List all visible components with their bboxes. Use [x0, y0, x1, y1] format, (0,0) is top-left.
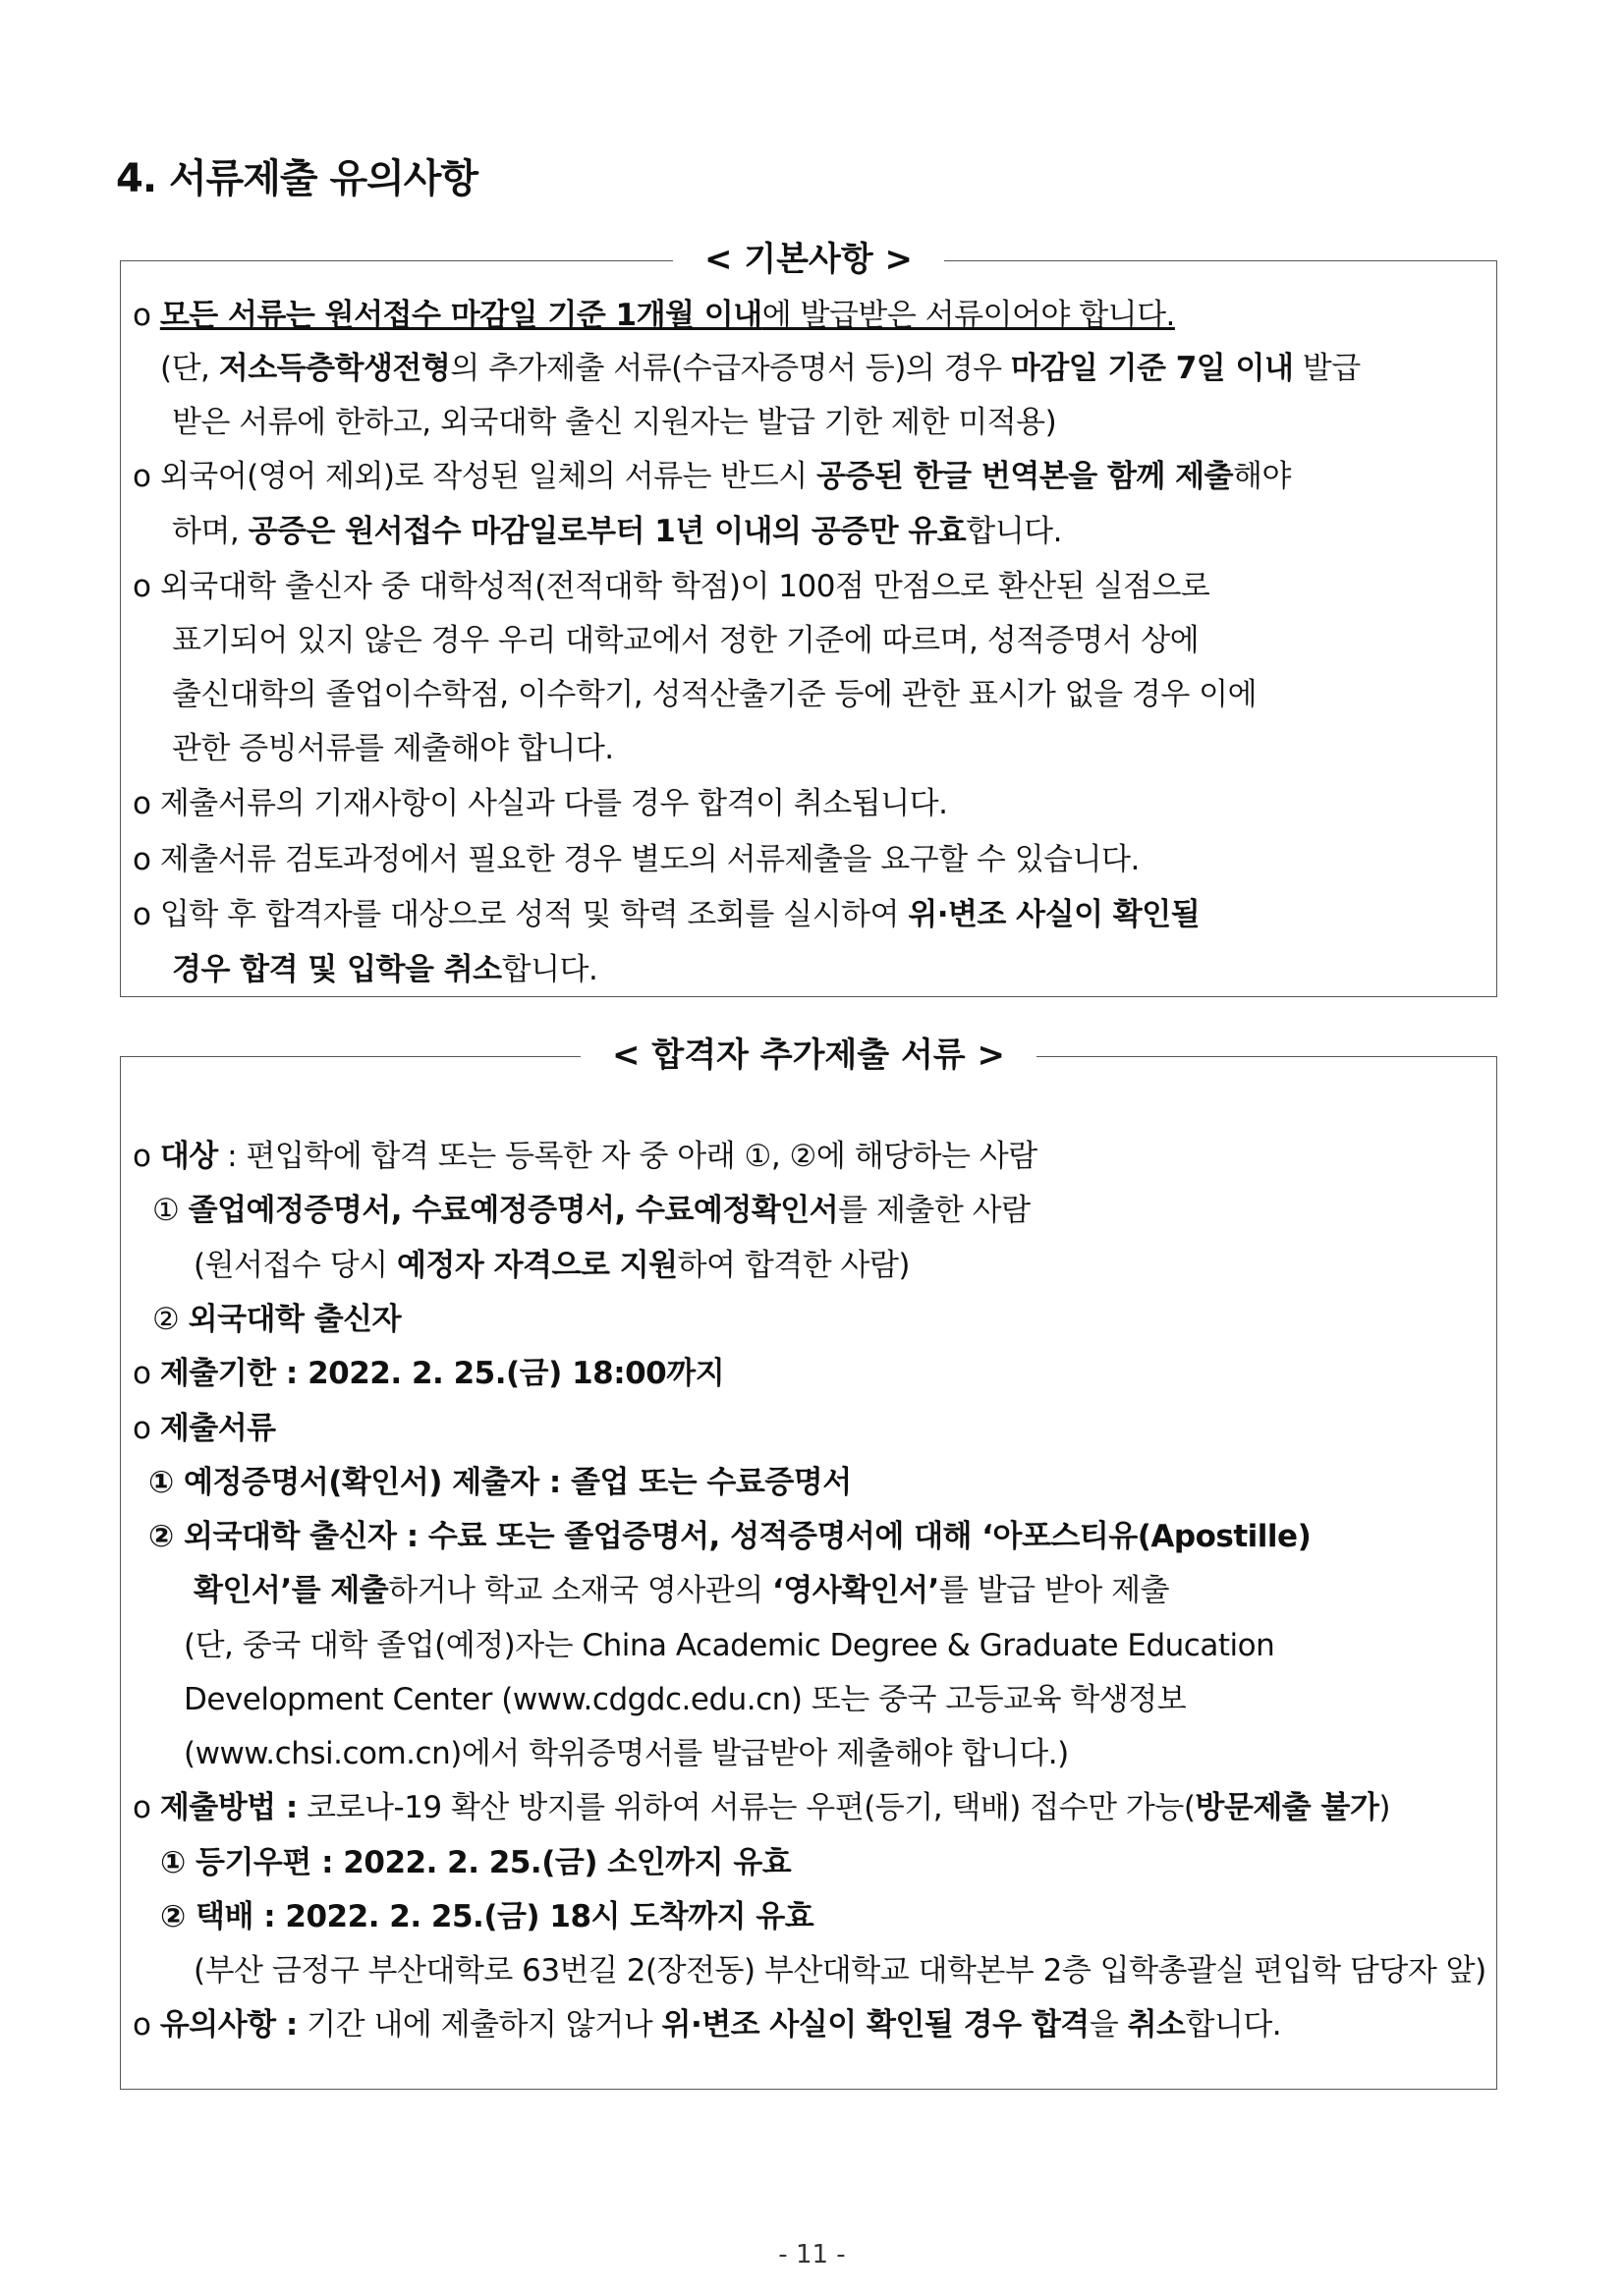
basic-note-line	[133, 785, 947, 822]
additional-doc-line	[133, 1138, 1037, 1175]
additional-doc-line	[184, 1681, 1186, 1718]
text-segment: 에 발급받은 서류이어야 합니다.	[761, 298, 1175, 333]
text-segment: (단,	[160, 351, 219, 386]
text-segment: 받은 서류에 한하고, 외국대학 출신 지원자는 발급 기한 제한 미적용)	[172, 405, 1057, 440]
basic-notes-box	[120, 240, 1497, 997]
text-segment: 경우 합격 및 입학을 취소	[172, 952, 502, 987]
basic-note-line	[172, 951, 597, 988]
basic-note-line	[172, 676, 1257, 713]
additional-doc-line	[194, 1572, 1169, 1609]
text-segment: o 입학 후 합격자를 대상으로 성적 및 학력 조회를 실시하여	[133, 897, 909, 932]
basic-note-line	[133, 841, 1140, 878]
text-segment: 취소	[1127, 2007, 1186, 2043]
text-segment: 기간 내에 제출하지 않거나	[297, 2007, 662, 2043]
additional-doc-line	[133, 1355, 724, 1392]
text-segment: ‘영사확인서’	[772, 1573, 939, 1608]
basic-note-line	[172, 513, 1062, 550]
text-segment: ① 등기우편 : 2022. 2. 25.(금) 소인까지 유효	[160, 1845, 792, 1880]
text-segment: Development Center (www.cdgdc.edu.cn) 또는 중국 고등교육 학생정보	[184, 1682, 1187, 1717]
text-segment: : 편입학에 합격 또는 등록한 자 중 아래 ①, ②에 해당하는 사람	[217, 1139, 1037, 1174]
additional-doc-line	[152, 1192, 1031, 1229]
text-segment: 해야	[1233, 459, 1291, 494]
additional-doc-line	[133, 2006, 1281, 2044]
text-segment: 마감일 기준 7일 이내	[1010, 351, 1294, 386]
basic-note-line	[160, 350, 1361, 387]
text-segment: ② 택배 : 2022. 2. 25.(금) 18시 도착까지 유효	[160, 1899, 814, 1934]
text-segment: 확인서’를 제출	[194, 1573, 389, 1608]
text-segment: )	[1378, 1790, 1390, 1825]
basic-note-line	[172, 730, 614, 767]
text-segment: o 제출서류의 기재사항이 사실과 다를 경우 합격이 취소됩니다.	[133, 786, 948, 821]
additional-doc-line	[194, 1247, 910, 1284]
additional-doc-line	[160, 1844, 791, 1881]
text-segment: 모든 서류는 원서접수 마감일 기준 1개월 이내	[159, 298, 762, 333]
basic-note-line	[133, 568, 1209, 605]
text-segment: 발급	[1293, 351, 1361, 386]
text-segment: 대상	[159, 1139, 218, 1174]
text-segment: 저소득층학생전형	[218, 351, 451, 386]
additional-doc-line	[194, 1952, 1486, 1989]
section-heading: 4. 서류제출 유의사항	[116, 156, 477, 201]
text-segment: 을	[1089, 2007, 1128, 2043]
text-segment: 출신대학의 졸업이수학점, 이수학기, 성적산출기준 등에 관한 표시가 없을 경우 이에	[172, 677, 1258, 712]
text-segment: 외국대학 출신자	[188, 1302, 402, 1337]
basic-note-line	[133, 458, 1291, 495]
basic-note-line	[172, 622, 1199, 659]
basic-note-line	[172, 404, 1056, 441]
text-segment: 하며,	[172, 514, 249, 549]
text-segment: 공증은 원서접수 마감일로부터 1년 이내의 공증만 유효	[248, 514, 967, 549]
additional-doc-line	[148, 1518, 1311, 1555]
additional-doc-line	[133, 1410, 276, 1447]
additional-doc-line	[148, 1464, 852, 1501]
text-segment: o	[133, 1411, 160, 1446]
basic-notes-title: < 기본사항 >	[673, 232, 944, 280]
text-segment: 합니다.	[1185, 2007, 1282, 2043]
additional-documents-title: < 합격자 추가제출 서류 >	[581, 1028, 1036, 1076]
text-segment: o	[133, 2007, 160, 2043]
text-segment: 표기되어 있지 않은 경우 우리 대학교에서 정한 기준에 따르며, 성적증명서 상에	[172, 623, 1200, 658]
text-segment: 방문제출 불가	[1195, 1790, 1379, 1825]
page-number: - 11 -	[778, 2240, 846, 2269]
text-segment: 예정자 자격으로 지원	[396, 1248, 678, 1283]
text-segment: 제출방법 :	[159, 1790, 298, 1825]
text-segment: o 제출서류 검토과정에서 필요한 경우 별도의 서류제출을 요구할 수 있습니다.	[133, 842, 1140, 877]
text-segment: o	[133, 1356, 160, 1391]
text-segment: (원서접수 당시	[194, 1248, 397, 1283]
text-segment: ①	[152, 1193, 189, 1228]
basic-note-line	[133, 297, 1479, 334]
text-segment: o 외국대학 출신자 중 대학성적(전적대학 학점)이 100점 만점으로 환산된 실점으로	[133, 569, 1210, 604]
basic-note-line	[133, 896, 1200, 933]
text-segment: o	[133, 298, 160, 333]
additional-doc-line	[160, 1898, 813, 1935]
text-segment: 유의사항 :	[159, 2007, 298, 2043]
text-segment: 위·변조 사실이 확인될 경우 합격	[661, 2007, 1090, 2043]
additional-documents-box	[120, 1036, 1497, 2090]
text-segment: 공증된 한글 번역본을 함께 제출	[816, 459, 1234, 494]
text-segment: 를 발급 받아 제출	[938, 1573, 1170, 1608]
text-segment: ① 예정증명서(확인서) 제출자 : 졸업 또는 수료증명서	[148, 1465, 852, 1500]
text-segment: 제출서류	[159, 1411, 276, 1446]
text-segment: ②	[152, 1302, 189, 1337]
text-segment: 졸업예정증명서, 수료예정증명서, 수료예정확인서	[188, 1193, 839, 1228]
text-segment: 합니다.	[966, 514, 1062, 549]
additional-doc-line	[184, 1627, 1274, 1664]
text-segment: 하거나 학교 소재국 영사관의	[388, 1573, 773, 1608]
text-segment: (단, 중국 대학 졸업(예정)자는 China Academic Degree & Graduate Education	[184, 1628, 1275, 1663]
additional-doc-line	[152, 1301, 401, 1338]
text-segment: o	[133, 1790, 160, 1825]
text-segment: 코로나-19 확산 방지를 위하여 서류는 우편(등기, 택배) 접수만 가능(	[297, 1790, 1196, 1825]
text-segment: 를 제출한 사람	[838, 1193, 1031, 1228]
text-segment: o 외국어(영어 제외)로 작성된 일체의 서류는 반드시	[133, 459, 817, 494]
text-segment: 의 추가제출 서류(수급자증명서 등)의 경우	[450, 351, 1011, 386]
text-segment: (www.chsi.com.cn)에서 학위증명서를 발급받아 제출해야 합니다.)	[184, 1736, 1069, 1771]
text-segment: ② 외국대학 출신자 : 수료 또는 졸업증명서, 성적증명서에 대해 ‘아포스티유(Apostille)	[148, 1519, 1312, 1554]
additional-doc-line	[133, 1789, 1390, 1826]
text-segment: 하여 합격한 사람)	[677, 1248, 911, 1283]
text-segment: 제출기한 : 2022. 2. 25.(금) 18:00까지	[159, 1356, 725, 1391]
text-segment: o	[133, 1139, 160, 1174]
text-segment: 관한 증빙서류를 제출해야 합니다.	[172, 731, 614, 766]
text-segment: 합니다.	[501, 952, 598, 987]
text-segment: 위·변조 사실이 확인될	[908, 897, 1201, 932]
additional-doc-line	[184, 1735, 1069, 1772]
text-segment: (부산 금정구 부산대학로 63번길 2(장전동) 부산대학교 대학본부 2층 입학총괄실 편입학 담당자 앞)	[194, 1953, 1486, 1988]
